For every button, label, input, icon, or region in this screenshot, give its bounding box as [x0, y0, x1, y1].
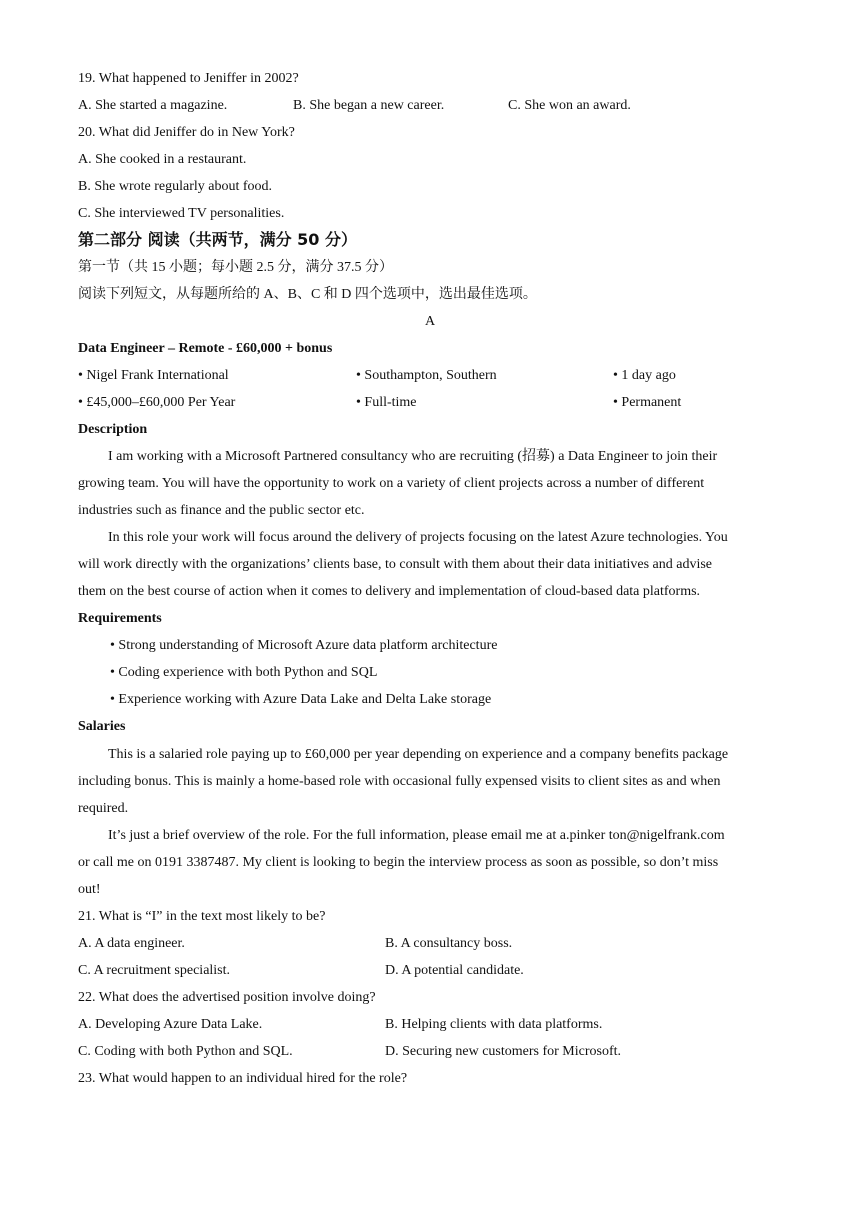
sal-p1-line3: required. — [78, 801, 129, 816]
job-posted: • 1 day ago — [613, 368, 676, 383]
desc-p1-line3: industries such as finance and the public sector etc. — [78, 503, 365, 518]
passage-label: A — [424, 314, 436, 329]
sal-p2-line1: It’s just a brief overview of the role. For the full information, please email me at a.pinker ton@nigelfrank.com — [108, 828, 725, 843]
sal-p2-line3: out! — [78, 882, 101, 897]
salaries-heading: Salaries — [78, 719, 126, 734]
requirement-item: • Strong understanding of Microsoft Azure data platform architecture — [110, 638, 498, 653]
question-21: 21. What is “I” in the text most likely to be? — [78, 909, 326, 924]
q22-option-b: B. Helping clients with data platforms. — [385, 1017, 603, 1032]
job-salary-range: • £45,000–£60,000 Per Year — [78, 395, 236, 410]
q19-option-a: A. She started a magazine. — [78, 98, 228, 113]
job-contract: • Permanent — [613, 395, 682, 410]
question-20: 20. What did Jeniffer do in New York? — [78, 125, 295, 140]
desc-p2-line2: will work directly with the organizations’ clients base, to consult with them about their data initiatives and advise — [78, 557, 712, 572]
part2-title: 第二部分 阅读（共两节，满分 50 分） — [78, 230, 357, 249]
q21-option-c: C. A recruitment specialist. — [78, 963, 231, 978]
q21-option-a: A. A data engineer. — [78, 936, 185, 951]
question-19: 19. What happened to Jeniffer in 2002? — [78, 71, 299, 86]
job-company: • Nigel Frank International — [78, 368, 229, 383]
sal-p1-line1: This is a salaried role paying up to £60,000 per year depending on experience and a company benefits package — [108, 747, 729, 762]
question-23: 23. What would happen to an individual hired for the role? — [78, 1071, 408, 1086]
description-heading: Description — [78, 422, 148, 437]
desc-p1-line2: growing team. You will have the opportunity to work on a variety of client projects across a number of different — [78, 476, 705, 491]
desc-p2-line1: In this role your work will focus around the delivery of projects focusing on the latest Azure technologies. You — [108, 530, 728, 545]
job-type: • Full-time — [356, 395, 417, 410]
q20-option-c: C. She interviewed TV personalities. — [78, 206, 285, 221]
q19-option-b: B. She began a new career. — [293, 98, 445, 113]
q22-option-a: A. Developing Azure Data Lake. — [78, 1017, 263, 1032]
q21-option-b: B. A consultancy boss. — [385, 936, 513, 951]
desc-p1-line1: I am working with a Microsoft Partnered consultancy who are recruiting (招募) a Data Engineer to join their — [108, 449, 718, 464]
desc-p2-line3: them on the best course of action when it comes to delivery and implementation of cloud-based data platforms. — [78, 584, 701, 599]
section1-heading: 第一节（共 15 小题；每小题 2.5 分，满分 37.5 分） — [78, 260, 393, 275]
sal-p1-line2: including bonus. This is mainly a home-based role with occasional fully expensed visits to client sites as and when — [78, 774, 721, 789]
sal-p2-line2: or call me on 0191 3387487. My client is looking to begin the interview process as soon as possible, so don’t miss — [78, 855, 719, 870]
q19-option-c: C. She won an award. — [508, 98, 631, 113]
reading-instruction: 阅读下列短文，从每题所给的 A、B、C 和 D 四个选项中，选出最佳选项。 — [78, 287, 537, 302]
job-title: Data Engineer – Remote - £60,000 + bonus — [78, 341, 333, 356]
requirements-heading: Requirements — [78, 611, 162, 626]
q20-option-b: B. She wrote regularly about food. — [78, 179, 273, 194]
q20-option-a: A. She cooked in a restaurant. — [78, 152, 247, 167]
q21-option-d: D. A potential candidate. — [385, 963, 524, 978]
question-22: 22. What does the advertised position involve doing? — [78, 990, 376, 1005]
q22-option-c: C. Coding with both Python and SQL. — [78, 1044, 293, 1059]
requirement-item: • Coding experience with both Python and SQL — [110, 665, 378, 680]
requirement-item: • Experience working with Azure Data Lake and Delta Lake storage — [110, 692, 492, 707]
q22-option-d: D. Securing new customers for Microsoft. — [385, 1044, 622, 1059]
job-location: • Southampton, Southern — [356, 368, 497, 383]
